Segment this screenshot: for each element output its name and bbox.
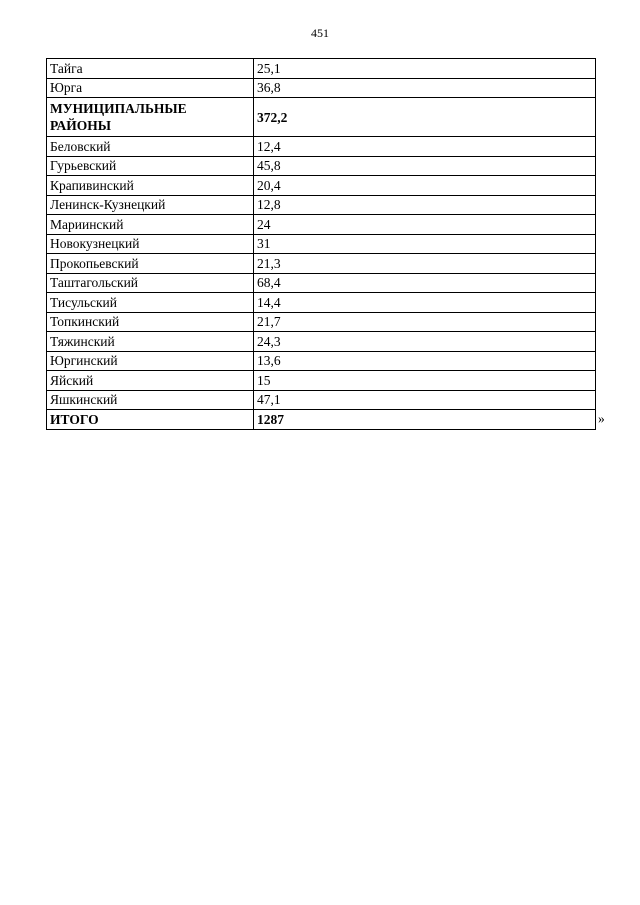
data-table — [46, 58, 596, 430]
row-name: Яшкинский — [47, 390, 254, 410]
row-name: Новокузнецкий — [47, 234, 254, 254]
table-row — [47, 215, 596, 235]
row-name: Мариинский — [47, 215, 254, 235]
closing-quote: » — [598, 411, 605, 426]
table-row — [47, 78, 596, 98]
row-name: Тисульский — [47, 293, 254, 313]
table-row — [47, 59, 596, 79]
row-name: Ленинск-Кузнецкий — [47, 195, 254, 215]
row-value: 1287 — [254, 410, 596, 430]
table-row — [47, 273, 596, 293]
row-name: Тайга — [47, 59, 254, 79]
row-name: МУНИЦИПАЛЬНЫЕ РАЙОНЫ — [47, 98, 254, 137]
page-number: 451 — [311, 26, 329, 40]
table-row — [47, 332, 596, 352]
row-value: 24 — [254, 215, 596, 235]
table-row — [47, 156, 596, 176]
row-name: ИТОГО — [47, 410, 254, 430]
row-value: 15 — [254, 371, 596, 391]
row-name: Юргинский — [47, 351, 254, 371]
table-row — [47, 371, 596, 391]
row-name: Гурьевский — [47, 156, 254, 176]
row-name: Крапивинский — [47, 176, 254, 196]
table-row — [47, 254, 596, 274]
row-value: 47,1 — [254, 390, 596, 410]
table-row — [47, 234, 596, 254]
table-row — [47, 176, 596, 196]
table-row — [47, 195, 596, 215]
row-value: 21,7 — [254, 312, 596, 332]
table-row — [47, 293, 596, 313]
row-value: 68,4 — [254, 273, 596, 293]
row-value: 24,3 — [254, 332, 596, 352]
row-value: 36,8 — [254, 78, 596, 98]
row-value: 20,4 — [254, 176, 596, 196]
table-row-total — [47, 410, 596, 430]
row-name: Тяжинский — [47, 332, 254, 352]
table-row-section-header — [47, 98, 596, 137]
row-name: Прокопьевский — [47, 254, 254, 274]
row-name: Яйский — [47, 371, 254, 391]
table-row — [47, 137, 596, 157]
row-value: 12,4 — [254, 137, 596, 157]
row-name: Беловский — [47, 137, 254, 157]
row-value: 12,8 — [254, 195, 596, 215]
table-row — [47, 312, 596, 332]
row-value: 13,6 — [254, 351, 596, 371]
row-value: 21,3 — [254, 254, 596, 274]
row-value: 25,1 — [254, 59, 596, 79]
row-value: 45,8 — [254, 156, 596, 176]
row-name: Топкинский — [47, 312, 254, 332]
row-value: 31 — [254, 234, 596, 254]
row-value: 372,2 — [254, 98, 596, 137]
row-name: Таштагольский — [47, 273, 254, 293]
table-row — [47, 390, 596, 410]
row-value: 14,4 — [254, 293, 596, 313]
table-row — [47, 351, 596, 371]
row-name: Юрга — [47, 78, 254, 98]
